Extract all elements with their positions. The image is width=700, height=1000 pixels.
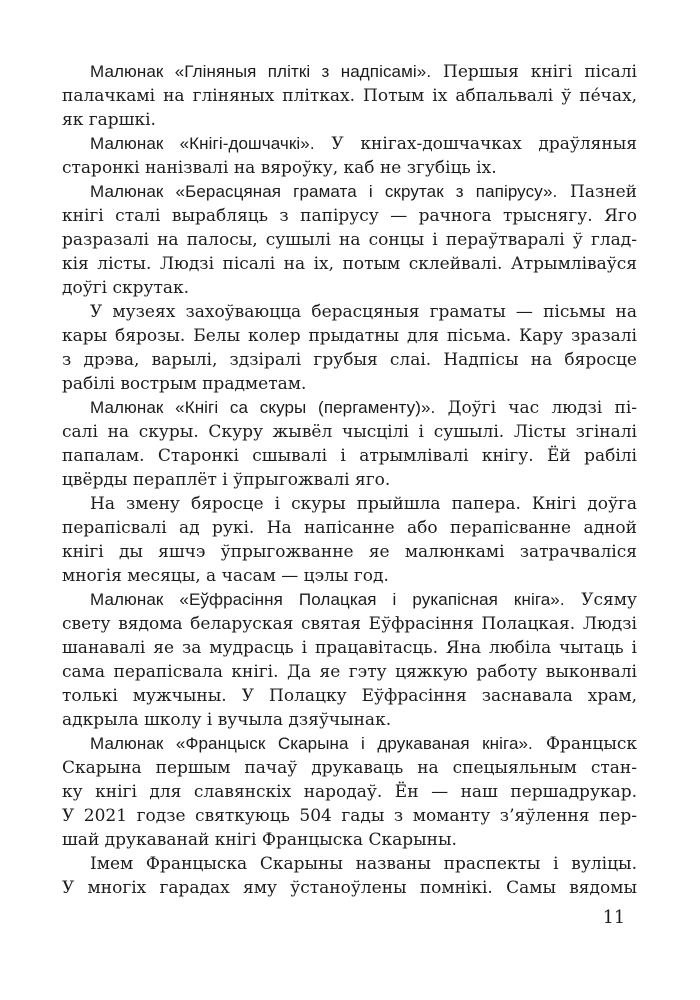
paragraph — [62, 732, 637, 852]
text-line: салі на скуры. Скуру жывёл чысцілі і сушылі. Лісты згіналі — [62, 422, 637, 442]
text-line: папалам. Старонкі сшывалі і атрымлівалі кнігу. Ёй рабілі — [62, 446, 637, 466]
text-line — [62, 732, 637, 756]
text-line: перапісвалі ад рукі. На напісанне або перапісванне адной — [62, 518, 637, 538]
text-line — [62, 396, 637, 420]
paragraph — [62, 180, 637, 300]
figure-caption-lead: Малюнак «Еўфрасіння Полацкая і рукапісная кніга». — [90, 590, 565, 609]
text-line: з дрэва, варылі, здзіралі грубыя слаі. Надпісы на бяросце — [62, 350, 637, 370]
text-line: сама перапісвала кнігі. Да яе гэту цяжкую работу выконвалі — [62, 662, 637, 682]
paragraph — [62, 60, 637, 132]
figure-caption-lead: Малюнак «Кнігі-дошчачкі». — [90, 134, 315, 153]
text-line: Імем Францыска Скарыны названы праспекты і вуліцы. — [90, 854, 637, 874]
text-line — [62, 60, 637, 84]
text-line: У многіх гарадах яму ўстаноўлены помнікі. Самы вядомы — [62, 878, 637, 898]
text-line: як гаршкі. — [62, 110, 156, 130]
text-line: кары бярозы. Белы колер прыдатны для пісьма. Кару зразалі — [62, 326, 637, 346]
paragraph — [62, 396, 637, 492]
figure-caption-lead: Малюнак «Кнігі са скуры (пергаменту)». — [90, 398, 436, 417]
body-text: Першыя кнігі пісалі — [443, 62, 637, 82]
text-line: толькі мужчыны. У Полацку Еўфрасіння заснавала храм, — [62, 686, 637, 706]
text-line: доўгі скрутак. — [62, 278, 190, 298]
paragraph — [62, 132, 637, 180]
text-line — [62, 588, 637, 612]
page-number: 11 — [602, 908, 625, 928]
figure-caption-lead: Малюнак «Францыск Скарына і друкаваная кніга». — [90, 734, 533, 753]
body-text: Доўгі час людзі пі- — [447, 398, 637, 418]
text-line — [62, 180, 637, 204]
body-text: У кнігах-дошчачках драўляныя — [331, 134, 637, 154]
body-text: Усяму — [581, 590, 637, 610]
text-line: многія месяцы, а часам — цэлы год. — [62, 566, 389, 586]
text-line: У 2021 годзе святкуюць 504 гады з моманту з’яўлення пер- — [62, 806, 637, 826]
text-line: палачкамі на гліняных плітках. Потым іх абпальвалі ў пе́чах, — [62, 86, 637, 106]
figure-caption-lead: Малюнак «Гліняныя пліткі з надпісамі». — [90, 62, 432, 81]
page-text — [62, 60, 637, 900]
text-line: старонкі нанізвалі на вяроўку, каб не згубіць іх. — [62, 158, 497, 178]
text-line: У музеях захоўваюцца берасцяныя граматы — пісьмы на — [90, 302, 637, 322]
text-line: кія лісты. Людзі пісалі на іх, потым склейвалі. Атрымліваўся — [62, 254, 637, 274]
text-line: Скарына першым пачаў друкаваць на спецыяльным стан- — [62, 758, 637, 778]
paragraph — [62, 588, 637, 732]
text-line: свету вядома беларуская святая Еўфрасіння Полацкая. Людзі — [62, 614, 637, 634]
paragraph — [62, 852, 637, 900]
text-line: шай друкаванай кнігі Францыска Скарыны. — [62, 830, 457, 850]
figure-caption-lead: Малюнак «Берасцяная грамата і скрутак з папірусу». — [90, 182, 558, 201]
body-text: Пазней — [570, 182, 637, 202]
text-line — [62, 132, 637, 156]
text-line: разразалі на палосы, сушылі на сонцы і пераўтваралі ў глад- — [62, 230, 637, 250]
text-line: шанавалі яе за мудрасць і працавітасць. Яна любіла чытаць і — [62, 638, 637, 658]
text-line: кнігі ды яшчэ ўпрыгожванне яе малюнкамі затрачваліся — [62, 542, 637, 562]
text-line: рабілі вострым прадметам. — [62, 374, 307, 394]
paragraph — [62, 492, 637, 588]
text-line: адкрыла школу і вучыла дзяўчынак. — [62, 710, 392, 730]
paragraph — [62, 300, 637, 396]
text-line: цвёрды пераплёт і ўпрыгожвалі яго. — [62, 470, 391, 490]
text-line: кнігі сталі вырабляць з папірусу — рачнога трыснягу. Яго — [62, 206, 637, 226]
body-text: Францыск — [545, 734, 637, 754]
text-line: ку кнігі для славянскіх народаў. Ён — наш першадрукар. — [62, 782, 637, 802]
text-line: На змену бяросце і скуры прыйшла папера. Кнігі доўга — [90, 494, 637, 514]
